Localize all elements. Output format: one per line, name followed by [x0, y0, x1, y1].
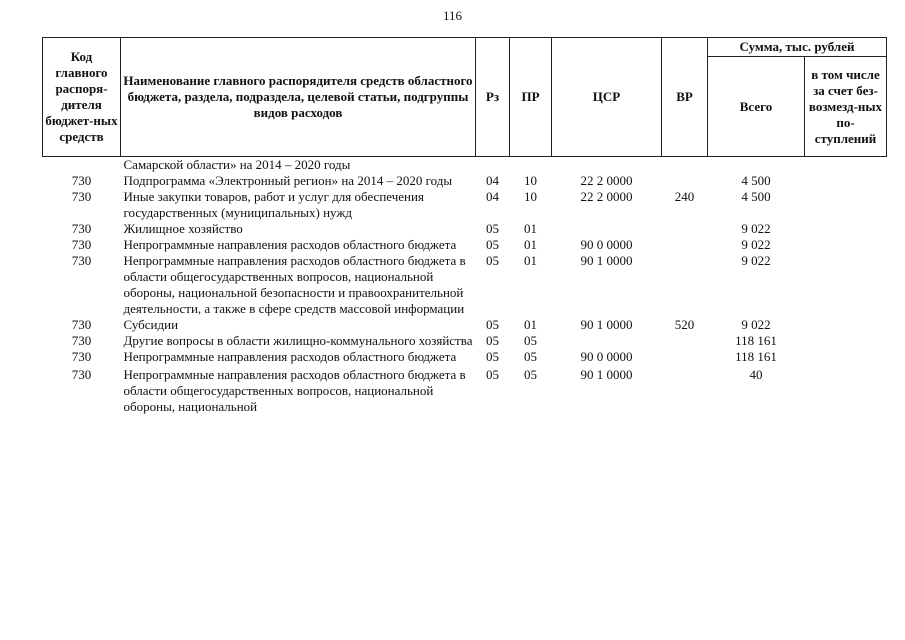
cell-rz: 05 [486, 349, 499, 364]
table-body [43, 157, 887, 416]
cell-grants [805, 317, 887, 333]
table-row [43, 253, 887, 317]
cell-vr: 240 [674, 189, 695, 204]
cell-code: 730 [71, 253, 92, 268]
header-name: Наименование главного распорядителя средств областного бюджета, раздела, подраздела, целевой статьи, подгруппы видов расходов [121, 38, 476, 157]
table-row [43, 317, 887, 333]
cell-grants [805, 253, 887, 317]
cell-pr: 10 [524, 173, 537, 188]
cell-pr [510, 157, 552, 174]
cell-grants [805, 189, 887, 221]
cell-code: 730 [71, 367, 92, 382]
cell-total: 9 022 [741, 237, 771, 252]
cell-pr: 01 [524, 237, 537, 252]
table-row [43, 333, 887, 349]
cell-csr [552, 333, 662, 349]
cell-code: 730 [71, 173, 92, 188]
cell-rz: 05 [486, 253, 499, 268]
cell-total: 4 500 [741, 189, 771, 204]
table-row [43, 221, 887, 237]
cell-csr: 90 0 0000 [580, 237, 633, 252]
cell-total: 9 022 [741, 253, 771, 268]
table-row [43, 237, 887, 253]
cell-code [43, 157, 121, 174]
cell-name: Непрограммные направления расходов областного бюджета [123, 237, 457, 252]
header-vr: ВР [662, 38, 708, 157]
cell-name: Непрограммные направления расходов областного бюджета [123, 349, 457, 364]
cell-rz [476, 157, 510, 174]
cell-total: 40 [749, 367, 763, 382]
budget-table [42, 37, 887, 415]
cell-name: Жилищное хозяйство [123, 221, 243, 236]
cell-csr: 90 1 0000 [580, 253, 633, 268]
cell-vr [662, 253, 708, 317]
cell-pr: 05 [524, 349, 537, 364]
cell-vr [662, 333, 708, 349]
table-row [43, 189, 887, 221]
header-grants: в том числе за счет без-возмезд-ных по-ступлений [805, 57, 887, 157]
cell-name: Другие вопросы в области жилищно-коммунального хозяйства [123, 333, 473, 348]
cell-csr: 22 2 0000 [580, 189, 633, 204]
cell-vr: 520 [674, 317, 695, 332]
cell-rz: 05 [486, 237, 499, 252]
table-row [43, 173, 887, 189]
cell-grants [805, 173, 887, 189]
cell-csr: 90 1 0000 [580, 317, 633, 332]
table-row [43, 349, 887, 365]
header-code: Код главного распоря-дителя бюджет-ных средств [43, 38, 121, 157]
cell-name: Подпрограмма «Электронный регион» на 2014 – 2020 годы [123, 173, 453, 188]
cell-pr: 01 [524, 317, 537, 332]
header-total: Всего [708, 57, 805, 157]
cell-pr: 10 [524, 189, 537, 204]
cell-pr: 01 [524, 253, 537, 268]
cell-vr [662, 237, 708, 253]
cell-grants [805, 367, 887, 415]
cell-code: 730 [71, 221, 92, 236]
cell-rz: 05 [486, 333, 499, 348]
cell-rz: 04 [486, 189, 499, 204]
cell-grants [805, 333, 887, 349]
cell-csr [552, 221, 662, 237]
cell-vr [662, 367, 708, 415]
cell-total: 9 022 [741, 317, 771, 332]
table-row [43, 367, 887, 415]
cell-name: Непрограммные направления расходов областного бюджета в области общегосударственных вопросов, национальной обороны, национальной [123, 367, 466, 414]
cell-code: 730 [71, 189, 92, 204]
cell-name: Непрограммные направления расходов областного бюджета в области общегосударственных вопросов, национальной обороны, национальной безопасности и правоохранительной деятельности, а также в сфере средств массовой информации [123, 253, 466, 316]
cell-code: 730 [71, 333, 92, 348]
header-sum-group: Сумма, тыс. рублей [708, 38, 887, 57]
cell-code: 730 [71, 237, 92, 252]
header-csr: ЦСР [552, 38, 662, 157]
cell-total: 118 161 [735, 333, 777, 348]
cell-vr [662, 157, 708, 174]
page-number: 116 [442, 8, 463, 23]
cell-pr: 01 [524, 221, 537, 236]
cell-vr [662, 349, 708, 365]
cell-pr: 05 [524, 333, 537, 348]
cell-name: Субсидии [123, 317, 179, 332]
cell-name: Иные закупки товаров, работ и услуг для обеспечения государственных (муниципальных) нужд [123, 189, 424, 220]
header-pr: ПР [510, 38, 552, 157]
cell-pr: 05 [524, 367, 537, 382]
cell-grants [805, 157, 887, 174]
cell-csr: 90 0 0000 [580, 349, 633, 364]
cell-grants [805, 349, 887, 365]
cell-code: 730 [71, 317, 92, 332]
cell-total [708, 157, 805, 174]
cell-csr: 90 1 0000 [580, 367, 633, 382]
cell-total: 4 500 [741, 173, 771, 188]
cell-code: 730 [71, 349, 92, 364]
cell-grants [805, 221, 887, 237]
cell-rz: 04 [486, 173, 499, 188]
cell-csr [552, 157, 662, 174]
cell-csr: 22 2 0000 [580, 173, 633, 188]
cell-grants [805, 237, 887, 253]
cell-rz: 05 [486, 221, 499, 236]
cell-total: 118 161 [735, 349, 777, 364]
cell-vr [662, 173, 708, 189]
cell-name: Самарской области» на 2014 – 2020 годы [123, 157, 351, 172]
cell-vr [662, 221, 708, 237]
header-rz: Рз [476, 38, 510, 157]
cell-rz: 05 [486, 317, 499, 332]
cell-rz: 05 [486, 367, 499, 382]
table-row [43, 157, 887, 174]
cell-total: 9 022 [741, 221, 771, 236]
